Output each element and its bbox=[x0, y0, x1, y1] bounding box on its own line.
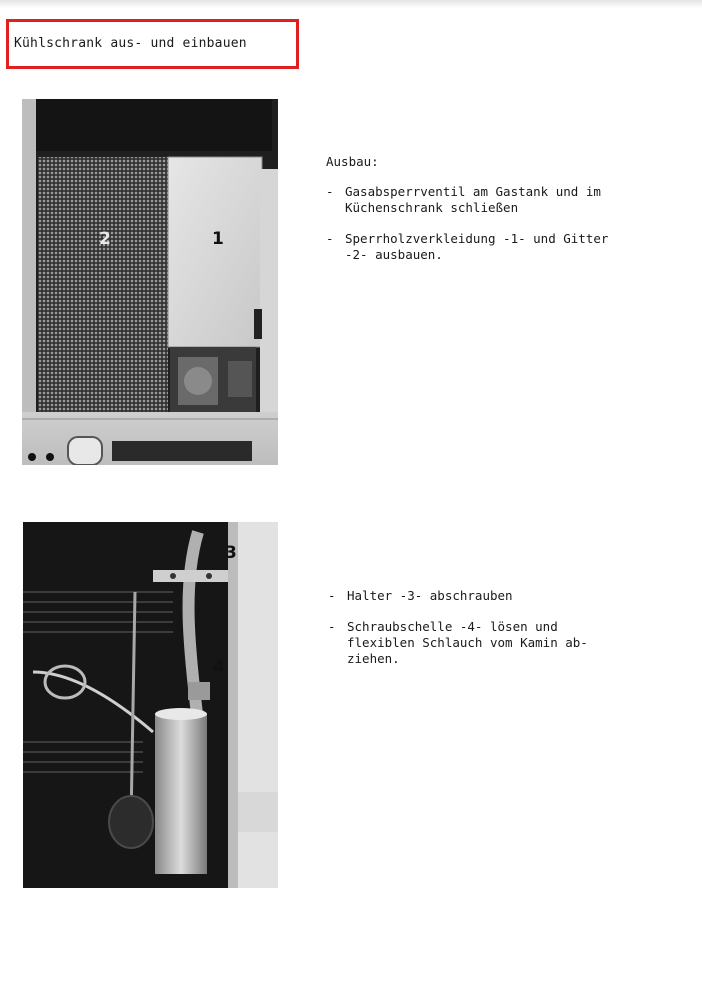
photo-refrigerator-panel bbox=[22, 99, 278, 465]
page-title: Kühlschrank aus- und einbauen bbox=[14, 36, 247, 51]
section-halter bbox=[328, 588, 688, 682]
bullet-dash: - bbox=[328, 588, 336, 603]
photo-bracket-hose bbox=[23, 522, 278, 888]
section-heading: Ausbau: bbox=[326, 154, 379, 169]
list-item bbox=[328, 588, 688, 604]
list-item bbox=[326, 184, 686, 216]
bullet-dash: - bbox=[326, 184, 334, 199]
paper-edge bbox=[0, 0, 702, 8]
section-ausbau bbox=[326, 154, 686, 278]
photo2-label-4: 4 bbox=[213, 657, 225, 677]
list-item-text: Sperrholzverkleidung -1- und Gitter -2- ausbauen. bbox=[345, 231, 609, 262]
list-item bbox=[328, 619, 688, 667]
photo1-label-1: 1 bbox=[212, 229, 224, 249]
photo2-label-3: 3 bbox=[225, 543, 237, 563]
list-item-text: Halter -3- abschrauben bbox=[347, 588, 513, 603]
bullet-dash: - bbox=[328, 619, 336, 634]
list-item bbox=[326, 231, 686, 263]
list-item-text: Gasabsperrventil am Gastank und im Küchenschrank schließen bbox=[345, 184, 601, 215]
bullet-dash: - bbox=[326, 231, 334, 246]
instruction-list bbox=[328, 588, 688, 667]
list-item-text: Schraubschelle -4- lösen und flexiblen Schlauch vom Kamin ab- ziehen. bbox=[347, 619, 588, 666]
photo1-label-2: 2 bbox=[99, 229, 111, 249]
instruction-list bbox=[326, 184, 686, 263]
